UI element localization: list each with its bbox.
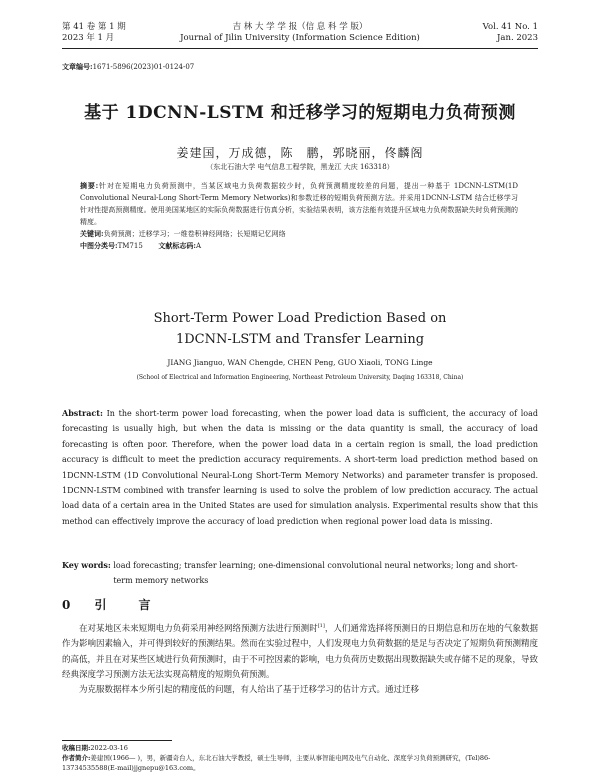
- section-heading-introduction: [62, 596, 161, 613]
- introduction-body: [62, 619, 538, 699]
- footnote-divider: [62, 740, 172, 741]
- classification-value: TM715: [117, 242, 143, 250]
- keywords-chinese-text: 负荷预测；迁移学习；一维卷积神经网络；长短期记忆网络: [103, 230, 286, 238]
- classification-label: 中图分类号:: [80, 241, 118, 250]
- title-english-line-1: Short-Term Power Load Prediction Based on: [153, 311, 447, 326]
- author-bio-label: 作者简介:: [62, 754, 91, 762]
- article-number-label: 文章编号:: [62, 62, 93, 71]
- chinese-abstract-block: [80, 180, 518, 252]
- header-date: 2023 年 1 月: [62, 33, 115, 43]
- citation-ref-1[interactable]: [1]: [317, 623, 325, 629]
- keywords-english: [62, 558, 538, 588]
- keywords-chinese-label: 关键词:: [80, 229, 104, 238]
- authors-english: JIANG Jianguo, WAN Chengde, CHEN Peng, GUO Xiaoli, TONG Linge: [167, 358, 433, 367]
- header-date-en: Jan. 2023: [497, 33, 538, 43]
- abstract-chinese-label: 摘要:: [80, 181, 99, 190]
- section-number: 0: [62, 598, 81, 612]
- header-divider: [62, 48, 538, 49]
- header-journal-name: [62, 22, 538, 44]
- article-number-value: 1671-5896(2023)01-0124-07: [92, 63, 195, 71]
- header-volume-info-en: [483, 22, 538, 44]
- classification-line: [80, 240, 518, 252]
- abstract-chinese: [80, 180, 518, 228]
- keywords-english-label: Key words:: [62, 560, 111, 570]
- abstract-english: [62, 406, 538, 529]
- header-journal-en: Journal of Jilin University (Information Science Edition): [180, 33, 420, 43]
- footnote-author: [62, 753, 538, 773]
- abstract-english-text: In the short-term power load forecasting, when the power load data is sufficient, the accuracy of load forecasting is usually high, but when the data is missing or the data quantity is small, the accuracy of load forecasting is often poor. Therefore, when the power load data in a certain region is small, the load prediction accuracy is difficult to meet the prediction accuracy requirements. A short-term load prediction method based on 1DCNN-LSTM (1D Convolutional Neural-Long Short-Term Memory Networks) and parameter transfer is proposed. 1DCNN-LSTM combined with transfer learning is used to solve the problem of low prediction accuracy. The actual load data of a certain area in the United States are used for simulation analysis. Experimental results show that this method can effectively improve the accuracy of load prediction when regional power load data is missing.: [62, 409, 538, 526]
- doc-code-label: 文献标志码:: [158, 241, 196, 250]
- author-bio-value: 姜建国(1966— )，男，新疆奇台人，东北石油大学教授，硕士生导师，主要从事智能电网及电气自动化、深度学习负荷预测研究，(Tel)86-13734535588(E-mail)jjgnepu@163.com。: [62, 754, 491, 772]
- title-chinese: 基于 1DCNN-LSTM 和迁移学习的短期电力负荷预测: [84, 103, 516, 123]
- keywords-chinese: [80, 228, 518, 240]
- introduction-paragraph-2: 为克服数据样本少所引起的精度低的问题，有人给出了基于迁移学习的估计方式。通过迁移: [79, 685, 420, 696]
- header-volume-en: Vol. 41 No. 1: [482, 22, 538, 32]
- affiliation-english: (School of Electrical and Information Engineering, Northeast Petroleum University, Daqing 163318, China): [136, 374, 464, 381]
- keywords-english-text: load forecasting; transfer learning; one-dimensional convolutional neural networks; long and short-term memory networks: [113, 561, 518, 585]
- authors-chinese: 姜建国，万成德，陈 鹏，郭晓丽，佟麟阁: [176, 146, 424, 160]
- header-journal-zh: 吉 林 大 学 学 报（信 息 科 学 版）: [232, 22, 368, 32]
- received-value: 2022-03-16: [90, 744, 128, 752]
- affiliation-chinese: （东北石油大学 电气信息工程学院，黑龙江 大庆 163318）: [206, 163, 394, 171]
- introduction-paragraph-1: [62, 619, 538, 683]
- abstract-english-label: Abstract:: [62, 408, 103, 418]
- header-volume: 第 41 卷 第 1 期: [62, 22, 126, 32]
- abstract-chinese-text: 针对在短期电力负荷预测中，当某区域电力负荷数据较少时，负荷预测精度较差的问题，提出一种基于 1DCNN-LSTM(1D Convolutional Neural-Long Short-Term Memory Networks)和参数迁移的短期负荷预测方法。并采用1DCNN-LSTM 结合迁移学习针对性提高预测精度。使用美国某地区的实际负荷数据进行仿真分析，实验结果表明，该方法能有效提升区域电力负荷数据缺失时负荷预测的精度。: [80, 182, 518, 226]
- title-english-line-2: 1DCNN-LSTM and Transfer Learning: [175, 332, 425, 347]
- doc-code-value: A: [195, 242, 202, 250]
- paragraph-1-part-b: ，人们通常选择将预测日的日期信息和历在地的气象数据作为影响因素输入，并可得到较好的预测结果。然而在实验过程中，人们发现电力负荷数据的是足与否决定了短期负荷预测精度的高低，并且在对某些区域进行负荷预测时，由于不可控因素的影响，电力负荷历史数据出现数据缺失或存储不足的现象，导致经典深度学习预测方法无法实现高精度的短期负荷预测。: [62, 623, 539, 681]
- section-title: 引 言: [94, 598, 161, 612]
- paragraph-1-part-a: 在对某地区未来短期电力负荷采用神经网络预测方法进行预测时: [79, 623, 318, 634]
- footnote-received: [62, 743, 538, 753]
- footnote: [62, 743, 538, 773]
- article-number: [62, 62, 194, 72]
- title-english: [40, 308, 560, 350]
- received-label: 收稿日期:: [62, 744, 91, 752]
